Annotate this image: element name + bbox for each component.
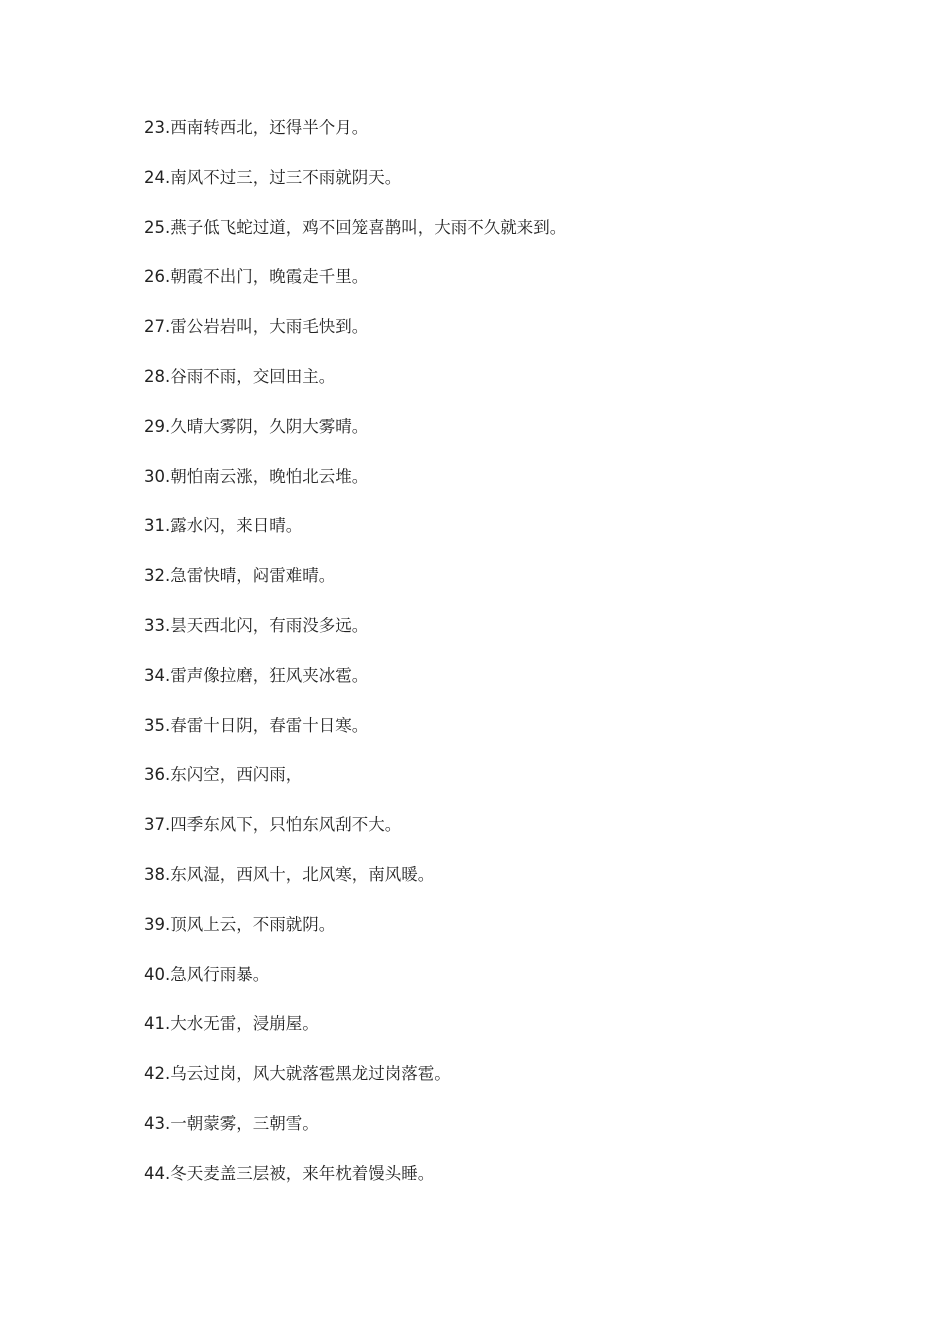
list-item: 35.春雷十日阴，春雷十日寒。 [144,715,369,735]
list-item: 38.东风湿，西风十，北风寒，南风暖。 [144,864,435,884]
list-item: 30.朝怕南云涨，晚怕北云堆。 [144,466,369,486]
list-item: 23.西南转西北，还得半个月。 [144,118,369,137]
list-item: 39.顶风上云，不雨就阴。 [144,914,336,934]
list-item: 24.南风不过三，过三不雨就阴天。 [144,167,402,187]
list-item: 43.一朝蒙雾，三朝雪。 [144,1113,319,1133]
list-item: 41.大水无雷，浸崩屋。 [144,1014,319,1034]
proverb-list [144,116,566,1212]
list-item: 36.东闪空，西闪雨， [144,765,303,785]
list-item: 44.冬天麦盖三层被，来年枕着馒头睡。 [144,1163,435,1183]
list-item: 27.雷公岩岩叫，大雨毛快到。 [144,317,369,337]
list-item: 34.雷声像拉磨，狂风夹冰雹。 [144,665,369,685]
list-item: 40.急风行雨暴。 [144,964,270,984]
list-item: 42.乌云过岗，风大就落雹黑龙过岗落雹。 [144,1064,451,1084]
list-item: 25.燕子低飞蛇过道，鸡不回笼喜鹊叫，大雨不久就来到。 [144,217,567,237]
list-item: 31.露水闪，来日晴。 [144,516,303,536]
list-item: 28.谷雨不雨，交回田主。 [144,366,336,386]
list-item: 37.四季东风下，只怕东风刮不大。 [144,815,402,835]
list-item: 26.朝霞不出门，晚霞走千里。 [144,267,369,287]
list-item: 33.昙天西北闪，有雨没多远。 [144,615,369,635]
list-item: 32.急雷快晴，闷雷难晴。 [144,566,336,586]
list-item: 29.久晴大雾阴，久阴大雾晴。 [144,416,369,436]
